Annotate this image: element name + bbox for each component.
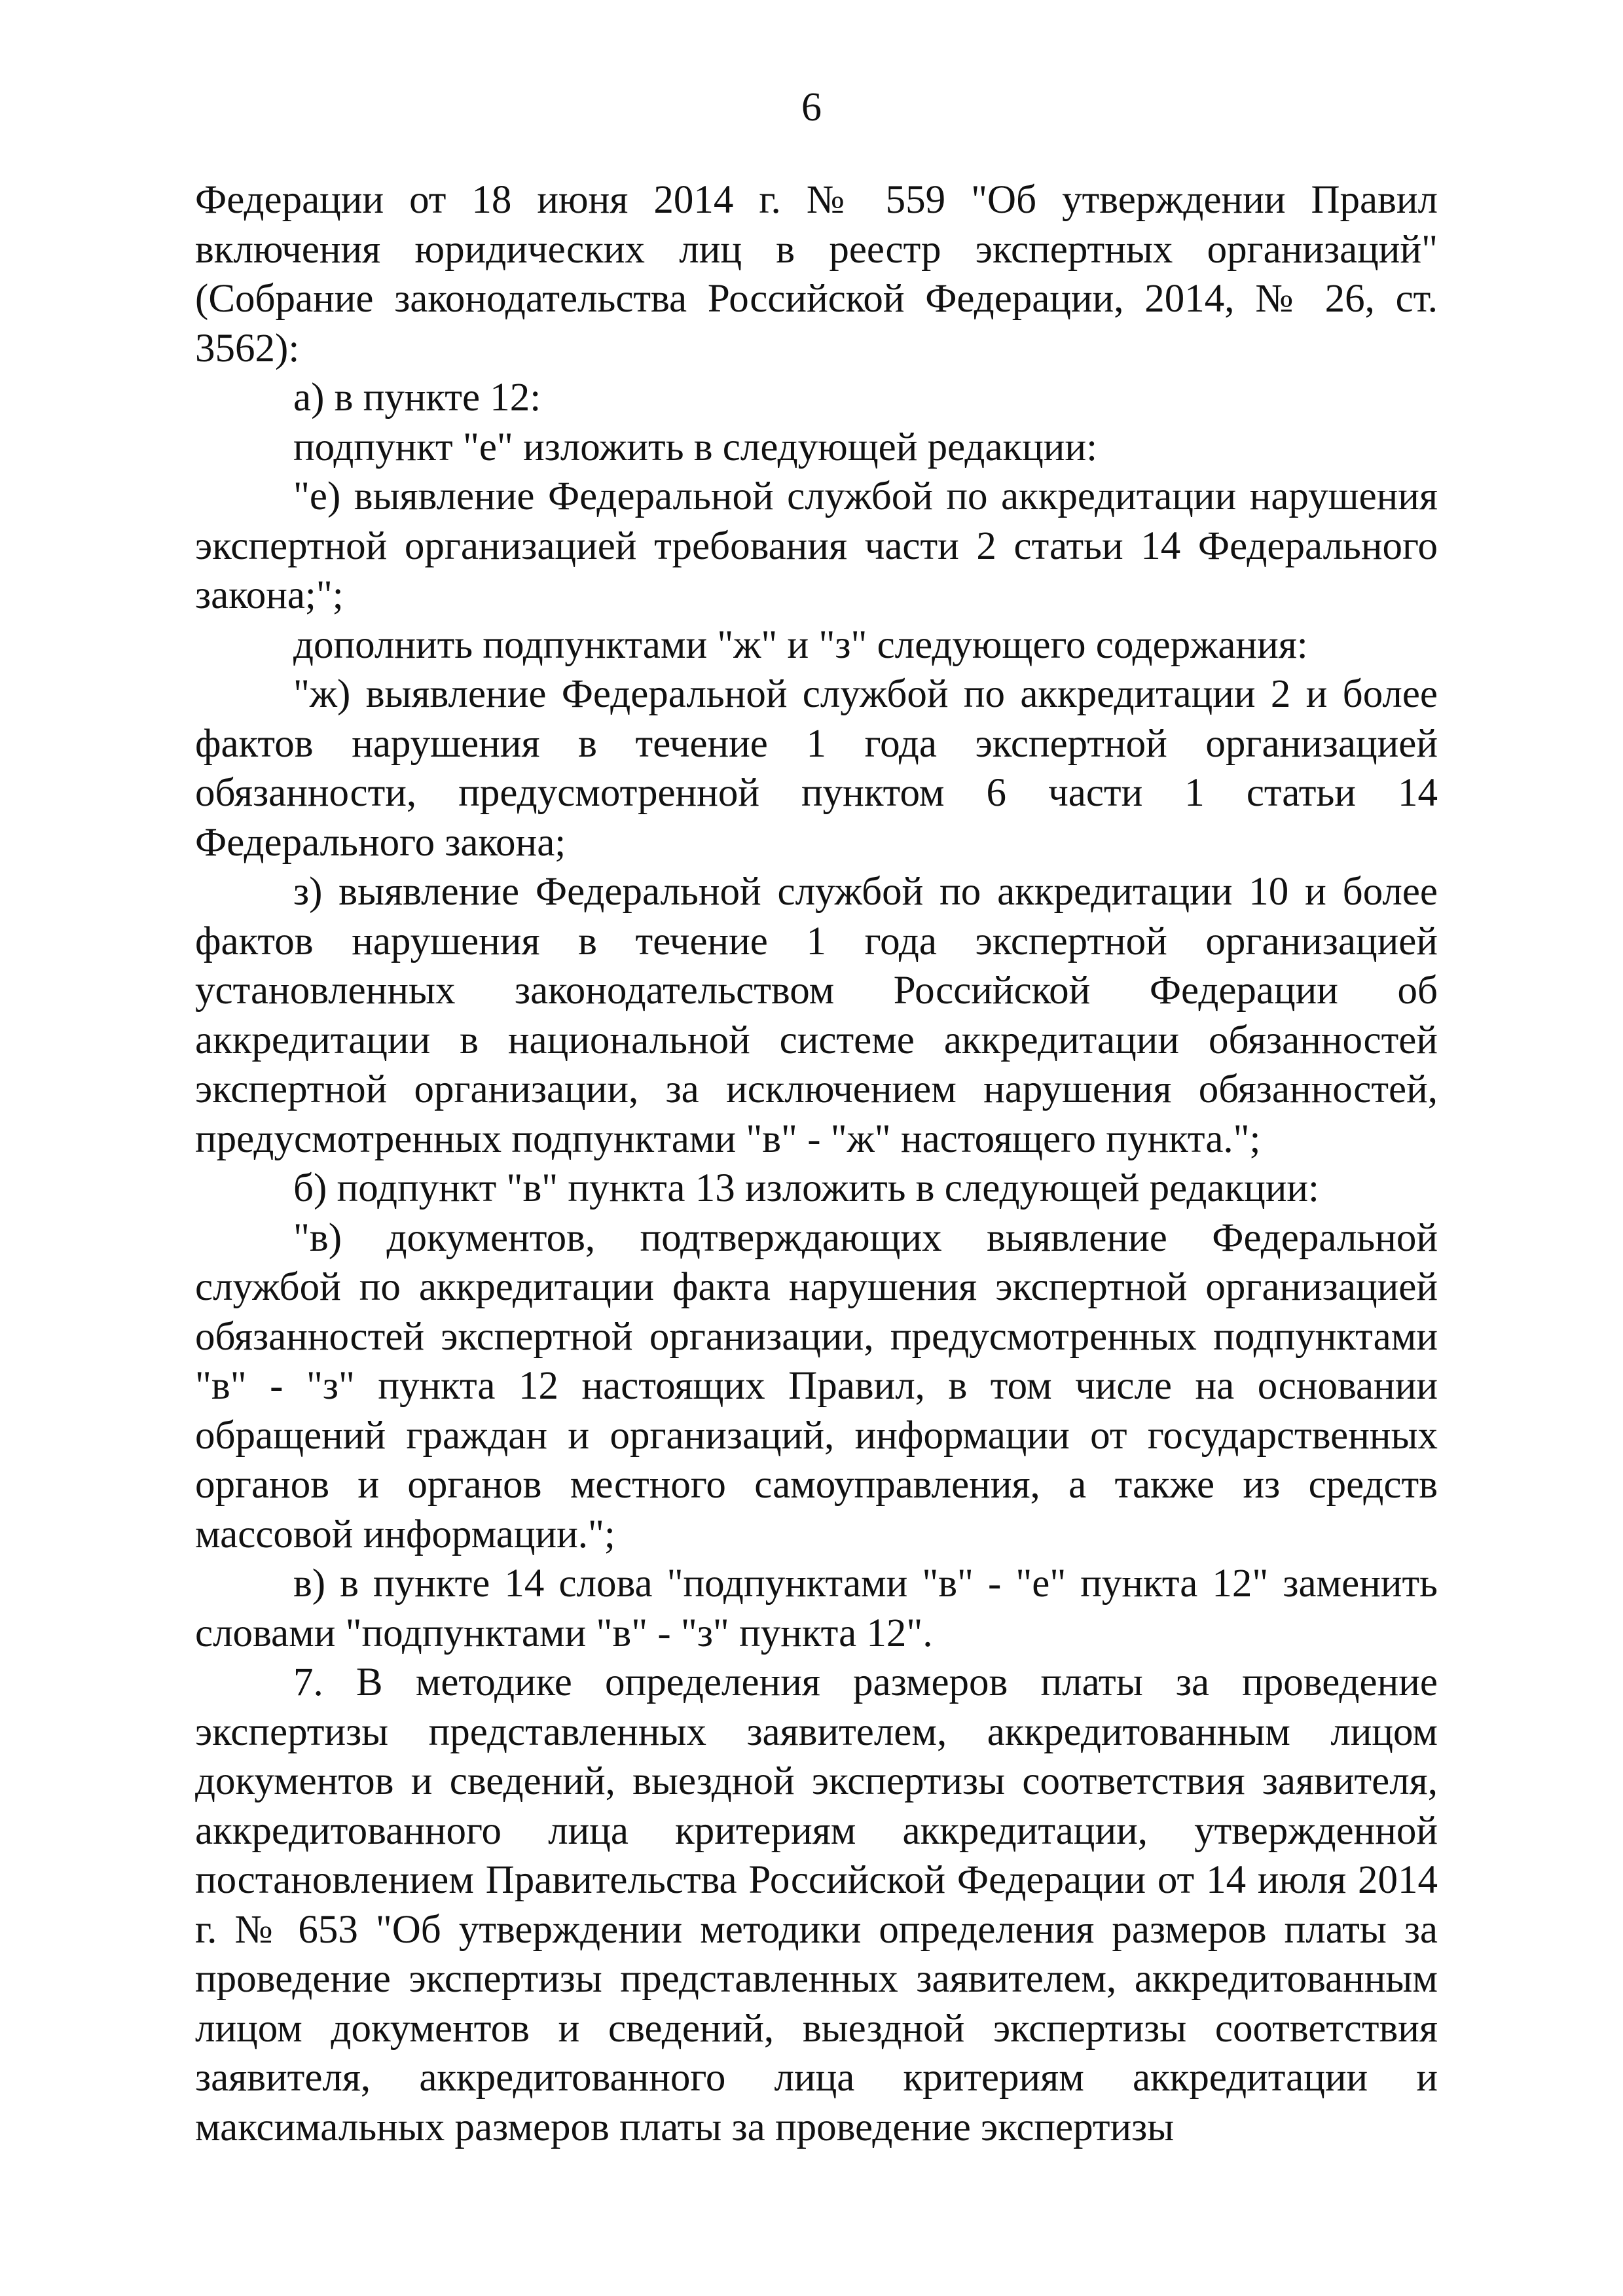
paragraph-subitem-e-text: "е) выявление Федеральной службой по аккредитации нарушения экспертной организацией требования части 2 статьи 14 Федерального закона;"; xyxy=(195,475,1438,617)
paragraph-item-a: а) в пункте 12: xyxy=(293,376,541,420)
paragraph-subitem-zh-text: "ж) выявление Федеральной службой по аккредитации 2 и более фактов нарушения в течение 1 года экспертной организацией обязанности, предусмотренной пунктом 6 части 1 статьи 14 Федерального закона; xyxy=(195,672,1438,865)
paragraph-item-b: б) подпункт "в" пункта 13 изложить в следующей редакции: xyxy=(293,1166,1319,1210)
paragraph-add-subitems-instruction: дополнить подпунктами "ж" и "з" следующего содержания: xyxy=(293,622,1308,667)
paragraph-subitem-z-text: з) выявление Федеральной службой по аккредитации 10 и более фактов нарушения в течение 1 года экспертной организацией установленных законодательством Российской Федерации об аккредитации в национальной системе аккредитации обязанностей экспертной организации, за исключением нарушения обязанностей, предусмотренных подпунктами "в" - "ж" настоящего пункта."; xyxy=(195,870,1438,1161)
paragraph-item-v: в) в пункте 14 слова "подпунктами "в" - "е" пункта 12" заменить словами "подпунктами "в" - "з" пункта 12". xyxy=(195,1562,1438,1655)
paragraph-continuation: Федерации от 18 июня 2014 г. № 559 "Об утверждении Правил включения юридических лиц в реестр экспертных организаций" (Собрание законодательства Российской Федерации, 2014, № 26, ст. 3562): xyxy=(195,178,1438,370)
paragraph-subitem-e-instruction: подпункт "е" изложить в следующей редакции: xyxy=(293,425,1098,469)
paragraph-item-7: 7. В методике определения размеров платы за проведение экспертизы представленных заявителем, аккредитованным лицом документов и сведений, выездной экспертизы соответствия заявителя, аккредитованного лица критериям аккредитации, утвержденной постановлением Правительства Российской Федерации от 14 июля 2014 г. № 653 "Об утверждении методики определения размеров платы за проведение экспертизы представленных заявителем, аккредитованным лицом документов и сведений, выездной экспертизы соответствия заявителя, аккредитованного лица критериям аккредитации и максимальных размеров платы за проведение экспертизы xyxy=(195,1660,1438,2149)
page-number: 6 xyxy=(801,85,822,130)
document-body xyxy=(195,175,1438,2152)
paragraph-subitem-v-text: "в) документов, подтверждающих выявление Федеральной службой по аккредитации факта нарушения экспертной организацией обязанностей экспертной организации, предусмотренных подпунктами "в" - "з" пункта 12 настоящих Правил, в том числе на основании обращений граждан и организаций, информации от государственных органов и органов местного самоуправления, а также из средств массовой информации."; xyxy=(195,1215,1438,1556)
